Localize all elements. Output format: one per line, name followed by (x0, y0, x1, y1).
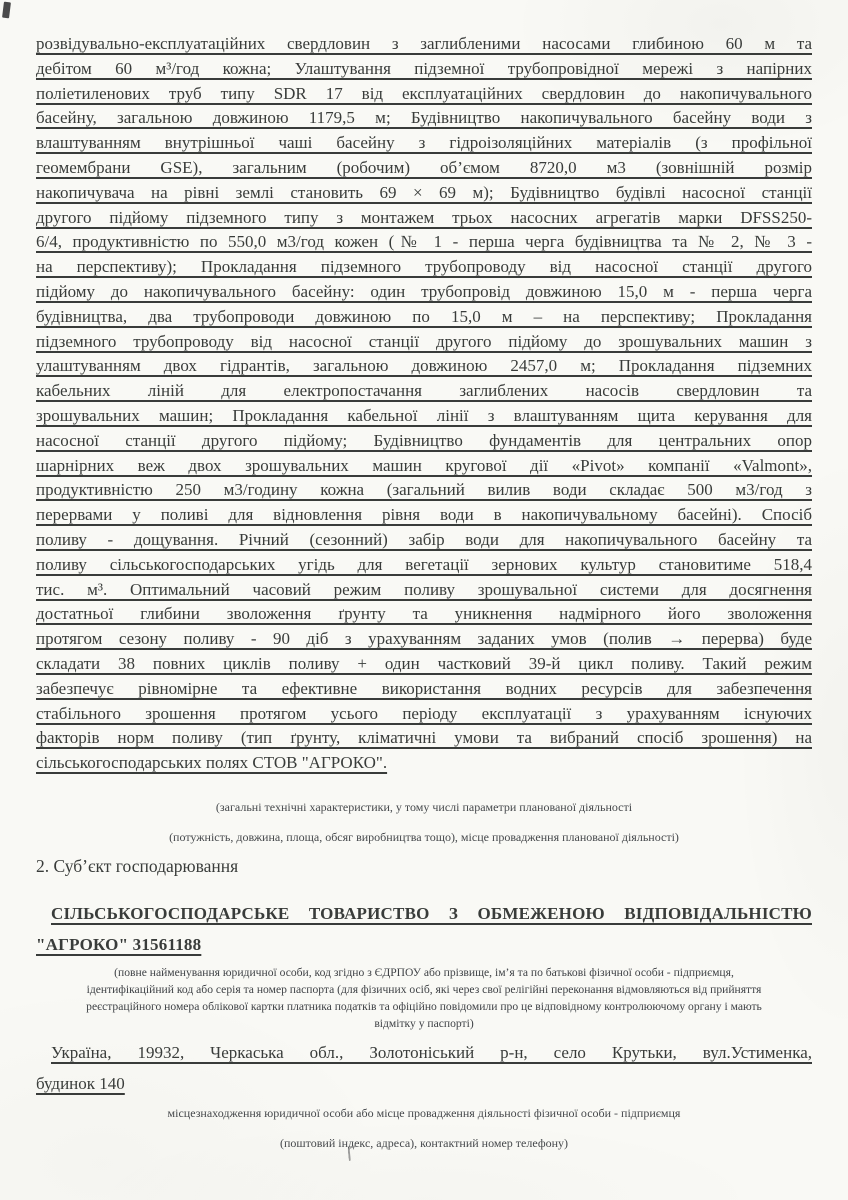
company-name-line: СІЛЬСЬКОГОСПОДАРСЬКЕ ТОВАРИСТВО З ОБМЕЖЕНОЮ ВІДПОВІДАЛЬНІСТЮ (51, 903, 812, 923)
paragraph-line: поливу сільськогосподарських угідь для вегетації зернових культур становитиме 518,4 (36, 554, 812, 574)
paragraph-line: 6/4, продуктивністю по 550,0 м3/год кожен (№ 1 - перша черга будівництва та № 2, № 3 - (36, 232, 812, 252)
caption-parameters-1: (загальні технічні характеристики, у тому числі параметри планованої діяльності (215, 799, 633, 814)
company-caption-line: відмітку у паспорті) (374, 1016, 474, 1030)
company-name-line: "АГРОКО" 31561188 (36, 934, 202, 954)
address-line: Україна, 19932, Черкаська обл., Золотоніський р-н, село Крутьки, вул.Устименка, (51, 1042, 812, 1062)
paragraph-line: стабільного зрошення протягом усього періоду експлуатації з урахуванням існуючих (36, 703, 812, 723)
section-heading: 2. Суб’єкт господарювання (36, 855, 239, 876)
pen-smudge-mark (347, 1145, 357, 1161)
company-caption-line: реєстраційного номера облікової картки платника податків та офіційно повідомили про це відповідному контролюючому органу і мають (86, 999, 762, 1013)
paragraph-line: шарнірних веж двох зрошувальних машин кругової дії «Pivot» компанії «Valmont», (36, 455, 812, 475)
paragraph-line: факторів норм поливу (тип ґрунту, кліматичні умови та вибраний спосіб зрошення) на (36, 728, 812, 748)
paragraph-line: зрошувальних машин; Прокладання кабельної лінії з влаштуванням щита керування для (36, 405, 812, 425)
body-paragraph (36, 32, 812, 776)
paragraph-line: другого підйому підземного типу з монтажем трьох насосних агрегатів марки DFSS250- (36, 207, 812, 227)
paragraph-line: сільськогосподарських полях СТОВ "АГРОКО". (36, 753, 388, 773)
paragraph-line: забезпечує рівномірне та ефективне використання водних ресурсів для забезпечення (36, 678, 812, 698)
paragraph-line: будівництва, два трубопроводи довжиною по 15,0 м – на перспективу; Прокладання (36, 306, 812, 326)
paragraph-line: складати 38 повних циклів поливу + один частковий 39-й цикл поливу. Такий режим (36, 653, 812, 673)
paragraph-line: кабельних ліній для електропостачання заглиблених насосів свердловин та (36, 381, 812, 401)
paragraph-line: поливу - дощування. Річний (сезонний) забір води для накопичувального басейну та (36, 529, 812, 549)
paragraph-line: дебітом 60 м³/год кожна; Улаштування підземної трубопровідної мережі з напірних (36, 58, 812, 78)
address-caption-1: місцезнаходження юридичної особи або місце провадження діяльності фізичної особи - підприємця (167, 1105, 681, 1120)
paragraph-line: улаштуванням двох гідрантів, загальною довжиною 2457,0 м; Прокладання підземних (36, 356, 812, 376)
paragraph-line: продуктивністю 250 м3/годину кожна (загальний вилив води складає 500 м3/год з (36, 480, 812, 500)
paragraph-line: насосної станції другого підйому; Будівництво фундаментів для центральних опор (36, 430, 812, 450)
paragraph-line: на перспективу); Прокладання підземного трубопроводу від насосної станції другого (36, 257, 812, 277)
company-caption-line: (повне найменування юридичної особи, код згідно з ЄДРПОУ або прізвище, ім’я та по батькові фізичної особи - підприємця, (114, 965, 734, 979)
company-caption (36, 964, 812, 1032)
paragraph-line: тис. м³. Оптимальний часовий режим поливу зрошувальної системи для досягнення (36, 579, 812, 599)
paragraph-line: достатньої глибини зволоження ґрунту та уникнення надмірного його зволоження (36, 604, 812, 624)
paragraph-line: геомембрани GSE), загальним (робочим) об’ємом 8720,0 м3 (зовнішній розмір (36, 157, 812, 177)
address-caption-2: (поштовий індекс, адреса), контактний номер телефону) (279, 1136, 569, 1151)
paragraph-line: перервами у поливі для відновлення рівня води в накопичувальному басейні). Спосіб (36, 505, 812, 525)
company-address (36, 1037, 812, 1099)
paragraph-line: протягом сезону поливу - 90 діб з урахуванням заданих умов (полив → перерва) буде (36, 629, 812, 649)
caption-parameters-2: (потужність, довжина, площа, обсяг виробництва тощо), місце провадження планованої діяльності) (169, 830, 679, 845)
paragraph-line: влаштуванням внутрішньої чаші басейну з гідроізоляційних матеріалів (з профільної (36, 133, 812, 153)
paragraph-line: поліетиленових труб типу SDR 17 від експлуатаційних свердловин до накопичувального (36, 83, 812, 103)
address-line: будинок 140 (36, 1073, 125, 1093)
paragraph-line: підземного трубопроводу від насосної станції другого підйому до зрошувальних машин з (36, 331, 812, 351)
company-name (36, 898, 812, 960)
paragraph-line: підйому до накопичувального басейну: один трубопровід довжиною 15,0 м - перша черга (36, 281, 812, 301)
paragraph-line: розвідувально-експлуатаційних свердловин з заглибленими насосами глибиною 60 м та (36, 34, 812, 53)
company-caption-line: ідентифікаційний код або серія та номер паспорта (для фізичних осіб, які через свої релігійні переконання відмовляються від прийняття (86, 982, 762, 996)
paragraph-line: басейну, загальною довжиною 1179,5 м; Будівництво накопичувального басейну води з (36, 108, 812, 128)
paragraph-line: накопичувача на рівні землі становить 69 × 69 м); Будівництво будівлі насосної станції (36, 182, 812, 202)
